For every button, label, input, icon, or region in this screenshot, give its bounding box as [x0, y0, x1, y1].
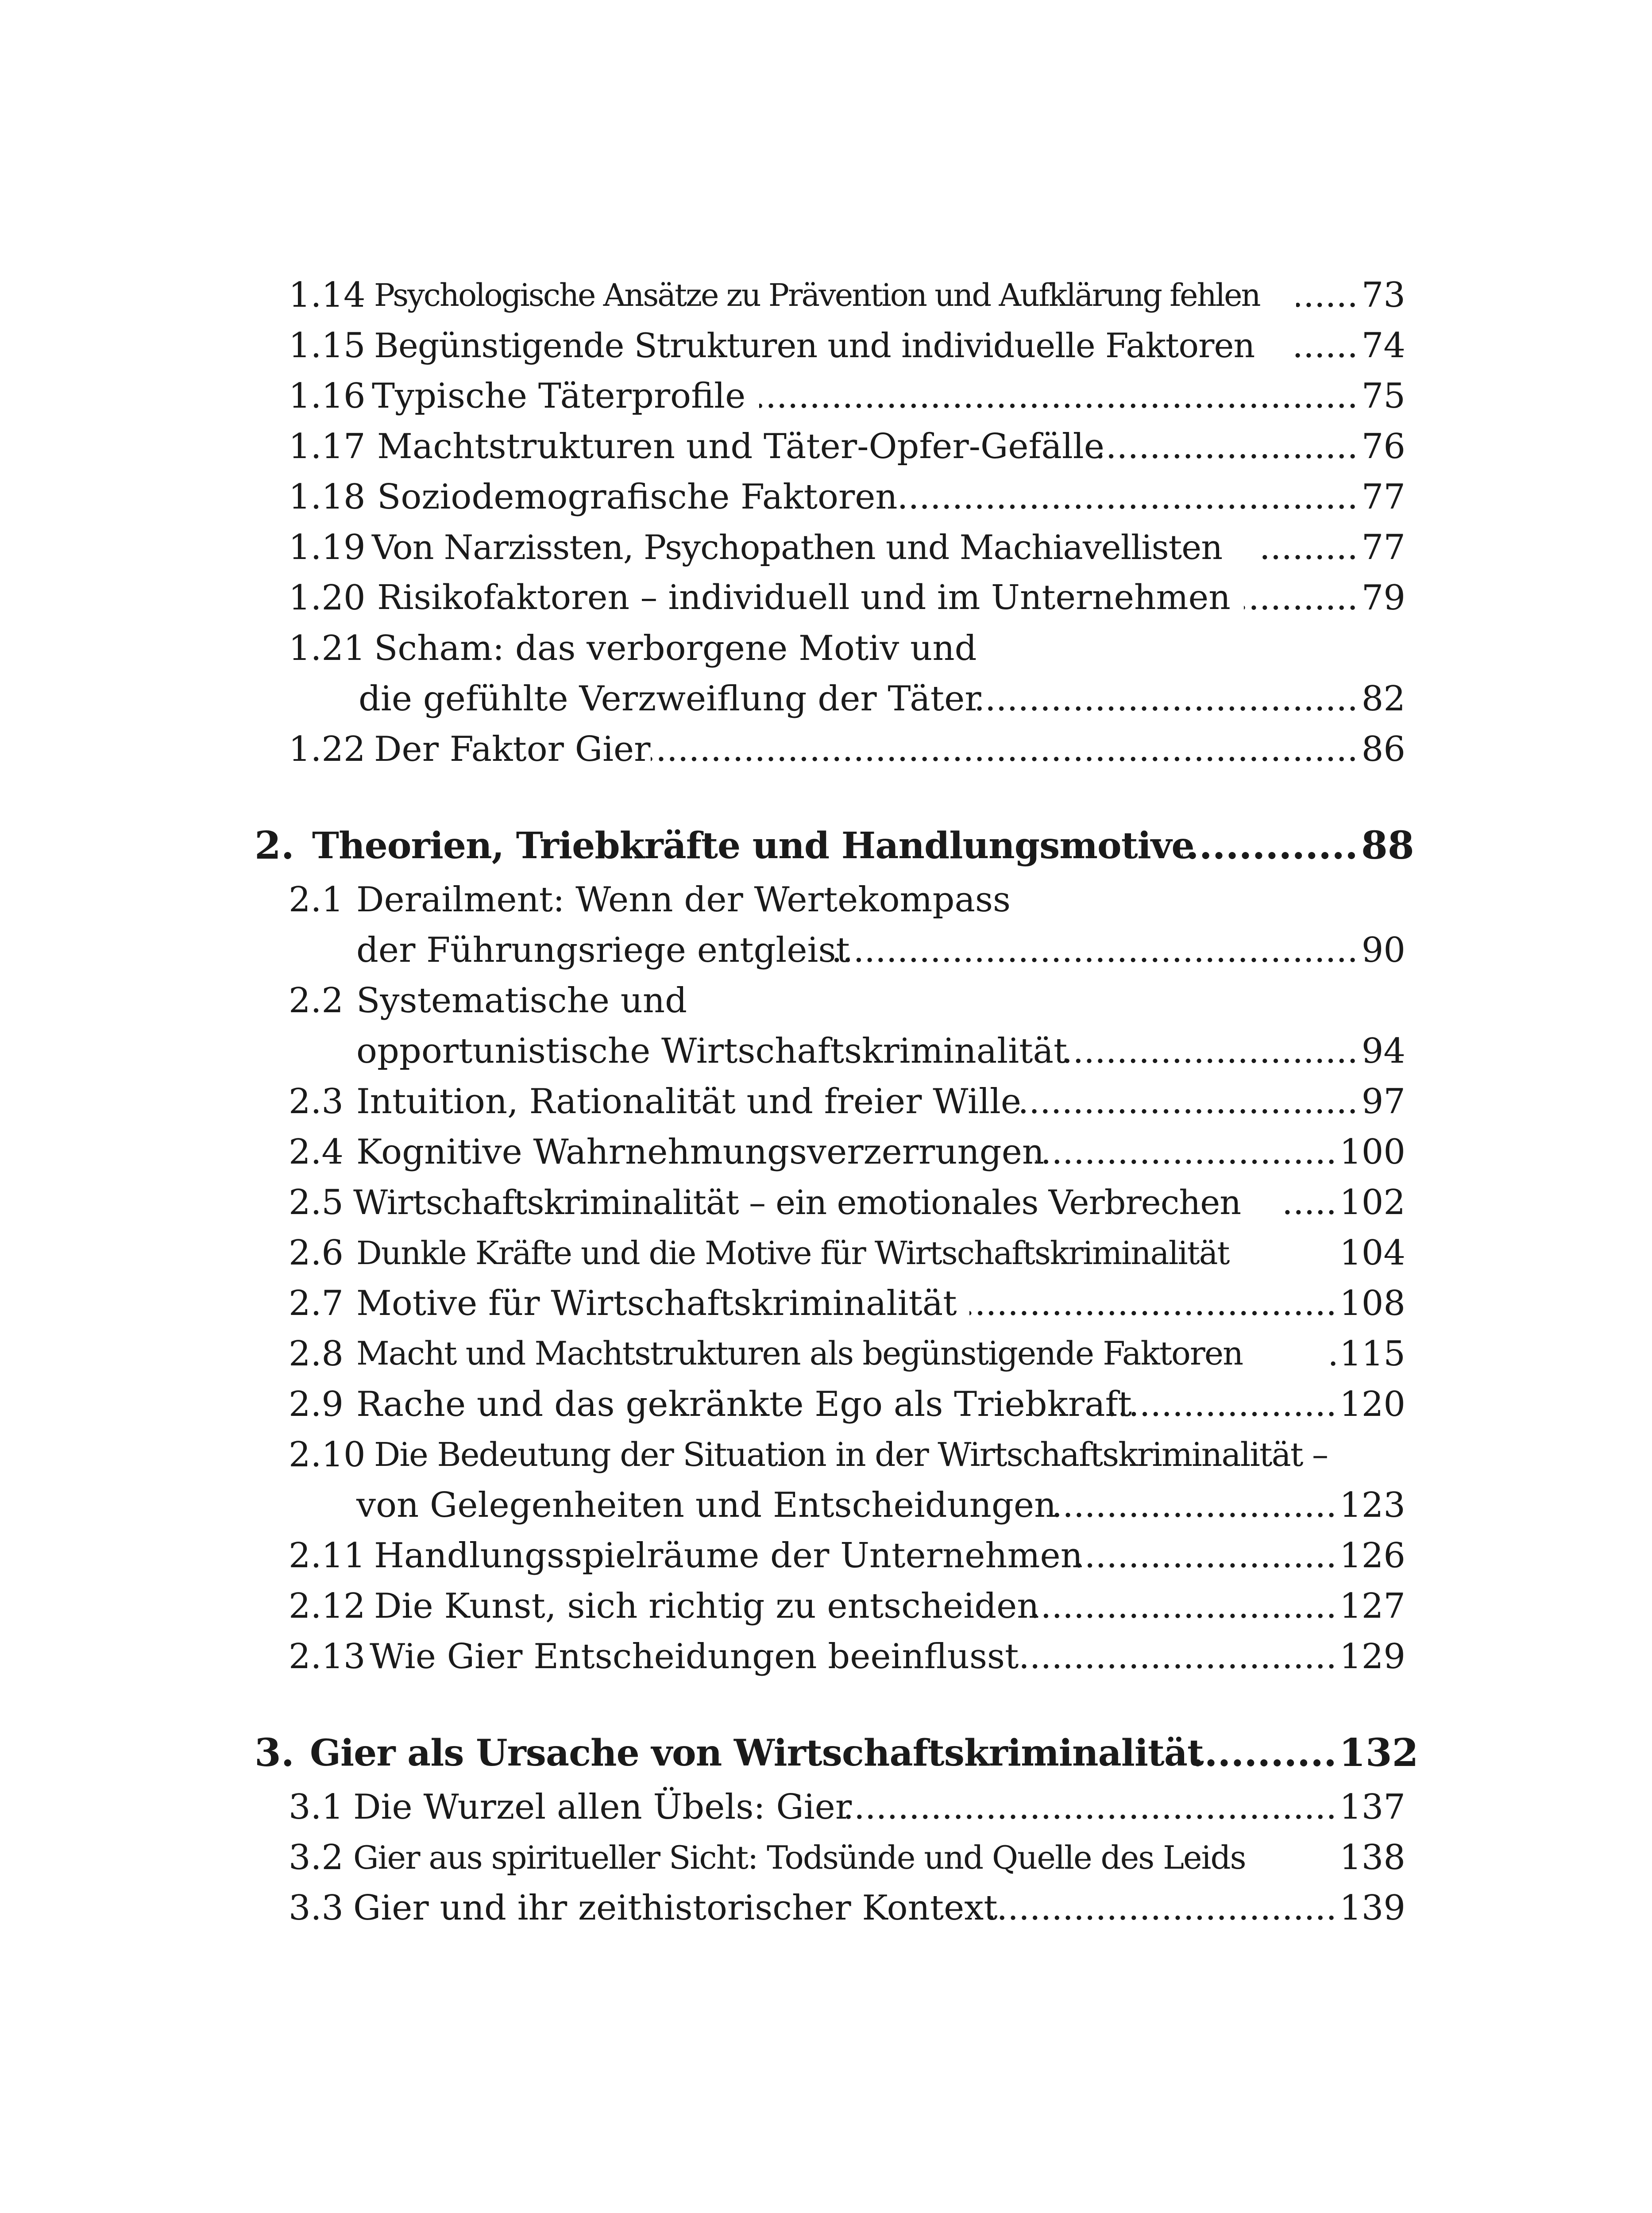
toc-entry-title: Die Kunst, sich richtig zu entscheiden	[374, 1586, 1039, 1626]
toc-entry	[0, 1278, 1652, 1329]
toc-entry-page: 75	[1361, 376, 1405, 416]
toc-entry-page: 108	[1339, 1284, 1405, 1323]
toc-entry	[0, 1430, 1652, 1480]
toc-entry-title: Wie Gier Entscheidungen beeinflusst	[370, 1637, 1019, 1677]
dot-leader	[1293, 320, 1358, 371]
toc-entry	[0, 522, 1652, 573]
toc-entry-title: Die Wurzel allen Übels: Gier	[353, 1787, 852, 1827]
toc-entry-page: 138	[1339, 1838, 1405, 1878]
toc-entry-title: Rache und das gekränkte Ego als Triebkraft	[356, 1384, 1132, 1424]
toc-entry-page: 137	[1339, 1787, 1405, 1827]
toc-entry-title: Begünstigende Strukturen und individuelle Faktoren	[374, 326, 1255, 365]
dot-leader	[894, 472, 1358, 522]
toc-entry-number: 2.9	[289, 1384, 344, 1424]
toc-entry-title: Systematische und	[356, 981, 687, 1021]
toc-entry-title-continuation: die gefühlte Verzweiflung der Täter	[359, 679, 981, 719]
toc-entry-number: 1.18	[289, 477, 366, 517]
toc-entry-title: Der Faktor Gier	[374, 729, 651, 769]
toc-entry-title: Risikofaktoren – individuell und im Unternehmen	[377, 578, 1231, 617]
toc-entry-number: 1.20	[289, 578, 366, 618]
toc-entry-number: 1.22	[289, 729, 366, 769]
toc-chapter	[0, 817, 1652, 875]
toc-entry-number: 2.5	[289, 1183, 344, 1222]
toc-entry-title-continuation: von Gelegenheiten und Entscheidungen	[356, 1485, 1057, 1525]
toc-entry-page: 74	[1361, 326, 1405, 366]
toc-entry	[0, 421, 1652, 472]
toc-entry-title: Soziodemografische Faktoren	[377, 477, 898, 517]
toc-entry-page: 102	[1339, 1183, 1405, 1222]
toc-entry-number: 2.12	[289, 1586, 366, 1626]
toc-entry-number: 2.13	[289, 1637, 366, 1677]
toc-entry-number: 3.3	[289, 1888, 344, 1928]
dot-leader	[1328, 1329, 1339, 1379]
dot-leader	[1262, 522, 1358, 573]
toc-entry-title: Intuition, Rationalität und freier Wille	[356, 1082, 1022, 1122]
toc-entry	[0, 1782, 1652, 1832]
dot-leader	[1076, 1531, 1337, 1581]
toc-entry-number: 1.14	[289, 275, 366, 315]
toc-entry	[0, 875, 1652, 925]
toc-entry-title: Psychologische Ansätze zu Prävention und Aufklärung fehlen	[374, 277, 1260, 313]
toc-chapter-page: 88	[1361, 823, 1414, 868]
toc-entry-title: Die Bedeutung der Situation in der Wirtschaftskriminalität –	[374, 1436, 1328, 1474]
toc-entry-page: 77	[1361, 477, 1405, 517]
toc-entry	[0, 1076, 1652, 1127]
toc-chapter-title: Gier als Ursache von Wirtschaftskriminalität	[310, 1732, 1204, 1774]
toc-entry-title: Gier und ihr zeithistorischer Kontext	[353, 1888, 998, 1928]
toc-entry-page: 126	[1339, 1536, 1405, 1576]
toc-chapter-title: Theorien, Triebkräfte und Handlungsmotive	[312, 825, 1194, 867]
toc-entry	[0, 1883, 1652, 1933]
dot-leader	[1111, 1379, 1337, 1430]
toc-entry-title: Macht und Machtstrukturen als begünstigende Faktoren	[356, 1335, 1243, 1373]
toc-entry-page: 90	[1361, 930, 1405, 970]
toc-entry-number: 2.4	[289, 1132, 344, 1172]
dot-leader	[1054, 1480, 1337, 1531]
toc-entry-continuation	[0, 674, 1652, 724]
toc-entry-title: Motive für Wirtschaftskriminalität	[356, 1284, 957, 1323]
dot-leader	[1018, 1631, 1337, 1682]
toc-entry-number: 2.1	[289, 880, 344, 920]
toc-entry-title: Typische Täterprofile	[372, 376, 746, 416]
toc-chapter-number: 2.	[255, 823, 294, 868]
toc-entry-title: Machtstrukturen und Täter-Opfer-Gefälle	[377, 427, 1104, 467]
toc-entry	[0, 1127, 1652, 1177]
toc-entry-title: Kognitive Wahrnehmungsverzerrungen	[356, 1132, 1045, 1172]
toc-entry-page: 73	[1361, 275, 1405, 315]
toc-entry	[0, 1631, 1652, 1682]
toc-entry-continuation	[0, 1026, 1652, 1076]
toc-entry-number: 2.6	[289, 1233, 344, 1273]
toc-entry-number: 1.15	[289, 326, 366, 366]
toc-entry	[0, 371, 1652, 421]
dot-leader	[1060, 1026, 1358, 1076]
toc-entry	[0, 1228, 1652, 1278]
toc-entry	[0, 472, 1652, 522]
toc-entry-continuation	[0, 1480, 1652, 1531]
toc-entry	[0, 1177, 1652, 1228]
toc-entry-title-continuation: opportunistische Wirtschaftskriminalität	[356, 1031, 1068, 1071]
toc-entry	[0, 623, 1652, 674]
toc-entry-title: Dunkle Kräfte und die Motive für Wirtschaftskriminalität	[356, 1234, 1229, 1272]
toc-entry	[0, 1531, 1652, 1581]
dot-leader	[1029, 1581, 1337, 1631]
toc-entry-number: 1.16	[289, 376, 366, 416]
toc-entry-title: Von Narzissten, Psychopathen und Machiavellisten	[372, 528, 1223, 567]
toc-entry-page: 123	[1339, 1485, 1405, 1525]
toc-entry	[0, 270, 1652, 320]
dot-leader	[1244, 573, 1358, 623]
toc-entry-page: 120	[1339, 1384, 1405, 1424]
toc-entry-page: 97	[1361, 1082, 1405, 1122]
toc-chapter-page: 132	[1339, 1731, 1419, 1775]
toc-entry-page: 127	[1339, 1586, 1405, 1626]
dot-leader	[985, 1883, 1337, 1933]
toc-entry-number: 2.8	[289, 1334, 344, 1374]
toc-entry-page: 86	[1361, 729, 1405, 769]
dot-leader	[841, 1782, 1337, 1832]
toc-entry-number: 2.3	[289, 1082, 344, 1122]
toc-entry-page: 79	[1361, 578, 1405, 618]
toc-entry-title: Wirtschaftskriminalität – ein emotionales Verbrechen	[353, 1183, 1241, 1222]
toc-entry-title: Derailment: Wenn der Wertekompass	[356, 880, 1011, 920]
toc-entry-page: 129	[1339, 1637, 1405, 1677]
toc-entry	[0, 975, 1652, 1026]
toc-entry-number: 2.7	[289, 1284, 344, 1323]
toc-entry-continuation	[0, 925, 1652, 975]
toc-entry-page: 77	[1361, 528, 1405, 567]
toc-entry	[0, 320, 1652, 371]
toc-entry-title-continuation: der Führungsriege entgleist	[356, 930, 850, 970]
toc-entry	[0, 1581, 1652, 1631]
toc-entry-number: 2.2	[289, 981, 344, 1021]
dot-leader	[1036, 1127, 1337, 1177]
toc-entry-number: 1.21	[289, 628, 366, 668]
toc-entry-number: 3.2	[289, 1838, 344, 1878]
toc-chapter	[0, 1724, 1652, 1782]
toc-entry-title: Handlungsspielräume der Unternehmen	[374, 1536, 1083, 1576]
toc-entry	[0, 1329, 1652, 1379]
toc-entry-title: Gier aus spiritueller Sicht: Todsünde und Quelle des Leids	[353, 1839, 1246, 1876]
dot-leader	[974, 674, 1358, 724]
toc-entry-number: 2.11	[289, 1536, 366, 1576]
toc-chapter-number: 3.	[255, 1731, 294, 1775]
toc-entry-page: 100	[1339, 1132, 1405, 1172]
dot-leader	[969, 1278, 1337, 1329]
toc-entry	[0, 573, 1652, 623]
dot-leader	[1195, 1724, 1337, 1782]
toc-entry-number: 2.10	[289, 1435, 366, 1475]
dot-leader	[1182, 817, 1358, 875]
toc-entry-page: 115	[1339, 1334, 1405, 1374]
toc-entry	[0, 1379, 1652, 1430]
toc-entry-title: Scham: das verborgene Motiv und	[374, 628, 977, 668]
toc-entry-page: 82	[1361, 679, 1405, 719]
dot-leader	[1296, 270, 1358, 320]
dot-leader	[1284, 1177, 1337, 1228]
toc-entry	[0, 724, 1652, 775]
dot-leader	[759, 371, 1358, 421]
dot-leader	[1018, 1076, 1358, 1127]
toc-entry-page: 94	[1361, 1031, 1405, 1071]
dot-leader	[651, 724, 1358, 775]
toc-entry-number: 3.1	[289, 1787, 344, 1827]
toc-entry-page: 76	[1361, 427, 1405, 467]
dot-leader	[832, 925, 1358, 975]
toc-entry	[0, 1832, 1652, 1883]
toc-entry-number: 1.19	[289, 528, 366, 567]
toc-entry-number: 1.17	[289, 427, 366, 467]
dot-leader	[1098, 421, 1358, 472]
toc-entry-page: 139	[1339, 1888, 1405, 1928]
toc-entry-page: 104	[1339, 1233, 1405, 1273]
